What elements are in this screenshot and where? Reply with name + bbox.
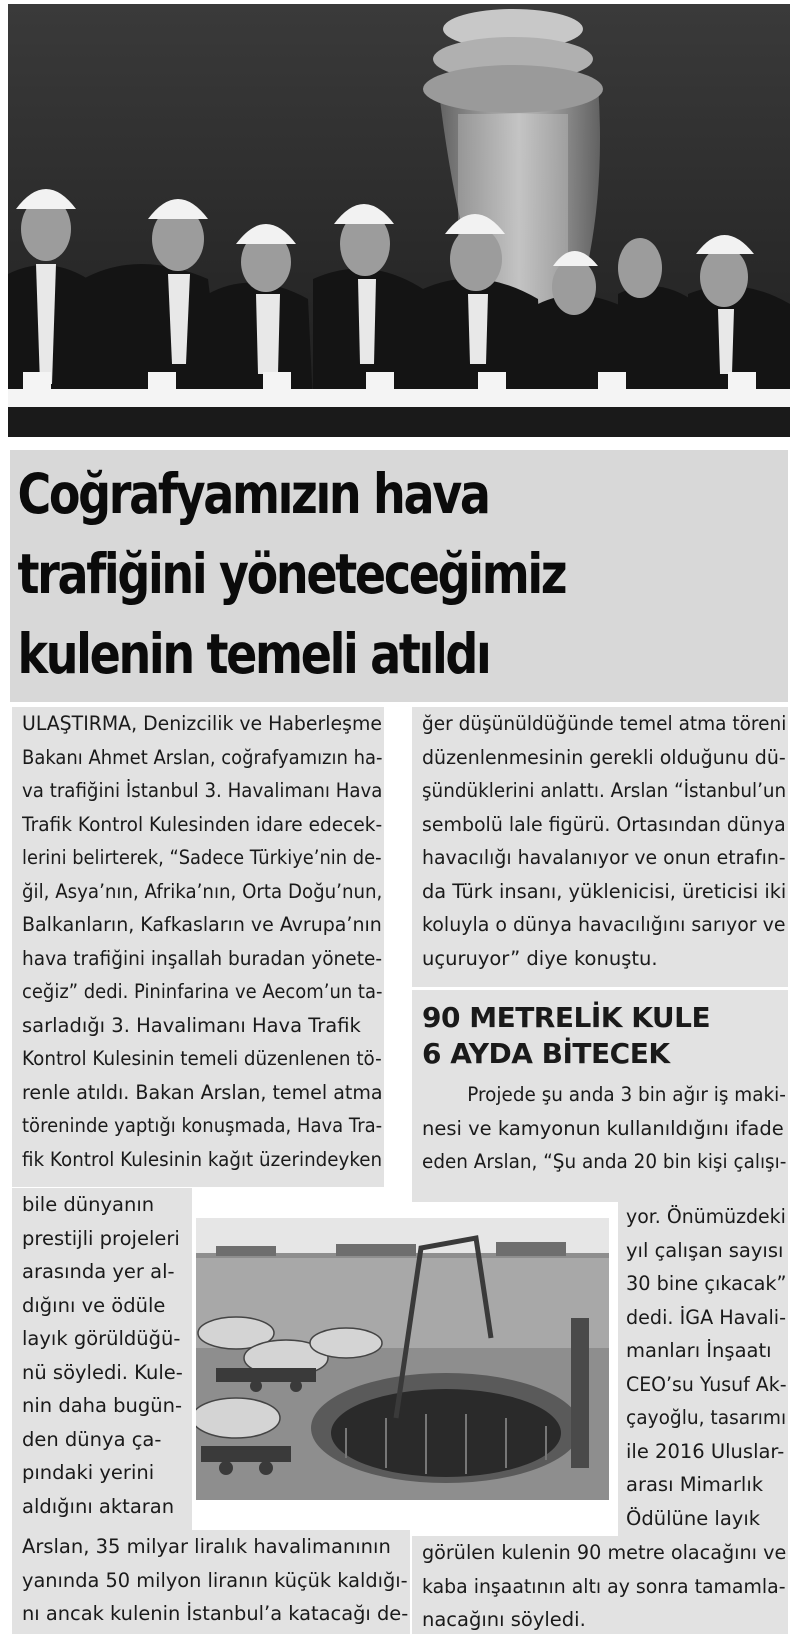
construction-site-photo	[193, 1215, 612, 1503]
body-right-line: nesi ve kamyonun kullanıldığını ifade	[422, 1116, 784, 1140]
body-right-narrow-line: CEO’su Yusuf Ak-	[626, 1372, 787, 1396]
body-left-narrow-text	[12, 1188, 192, 1523]
body-left-line: hava trafiğini inşallah buradan yönete-	[22, 946, 383, 970]
body-left-bottom-line: yanında 50 milyon liranın küçük kaldığı-	[22, 1568, 408, 1592]
body-right-narrow-line: manları İnşaatı	[626, 1339, 772, 1362]
body-right-line: Projede şu anda 3 bin ağır iş maki-	[467, 1083, 786, 1106]
body-left-narrow-line: nü söyledi. Kule-	[22, 1360, 183, 1384]
body-right-text	[412, 707, 788, 975]
headline-line-2: trafiğini yöneteceğimiz	[17, 542, 566, 606]
body-left-line: renle atıldı. Bakan Arslan, temel atma	[22, 1080, 383, 1104]
body-right-narrow-line: yor. Önümüzdeki	[626, 1205, 786, 1228]
body-left-line: Bakanı Ahmet Arslan, coğrafyamızın ha-	[22, 745, 383, 769]
body-right-narrow-line: dedi. İGA Havali-	[626, 1305, 787, 1329]
body-left-narrow-line: bile dünyanın	[22, 1193, 155, 1216]
body-left-line: ceğiz” dedi. Pininfarina ve Aecom’un ta-	[22, 980, 383, 1003]
body-right-line: eden Arslan, “Şu anda 20 bin kişi çalışı-	[422, 1150, 786, 1173]
body-left-bottom	[12, 1530, 410, 1634]
body-right-narrow-column	[618, 1200, 788, 1540]
body-left-line: töreninde yaptığı konuşmada, Hava Tra-	[22, 1114, 382, 1137]
body-right-narrow-text	[618, 1200, 788, 1535]
body-left-narrow-line: layık görüldüğü-	[22, 1327, 181, 1350]
body-right-column	[412, 707, 788, 987]
body-right-line: ğer düşünüldüğünde temel atma töreni	[422, 712, 787, 735]
body-left-line: lerini belirterek, “Sadece Türkiye’nin de-	[22, 846, 382, 869]
body-right-bottom-text	[412, 1536, 788, 1637]
body-left-narrow-line: aldığını aktaran	[22, 1494, 175, 1518]
body-right-bottom-line: nacağını söyledi.	[422, 1608, 586, 1631]
body-left-bottom-text	[12, 1530, 410, 1631]
body-left-line: sarladığı 3. Havalimanı Hava Trafik	[22, 1013, 361, 1037]
body-left-narrow-line: pındaki yerini	[22, 1461, 155, 1484]
body-left-line: ULAŞTIRMA, Denizcilik ve Haberleşme	[22, 712, 382, 735]
body-right-line: düzenlenmesinin gerekli olduğunu dü-	[422, 745, 786, 769]
body-left-narrow-line: nin daha bugün-	[22, 1394, 183, 1417]
body-right-narrow-line: yıl çalışan sayısı	[626, 1238, 784, 1262]
body-right-narrow-line: Ödülüne layık	[626, 1506, 761, 1530]
subheading-line-1: 90 METRELİK KULE	[422, 1001, 711, 1034]
body-left-line: va trafiğini İstanbul 3. Havalimanı Hava	[22, 779, 383, 802]
construction-site-drawing	[196, 1218, 609, 1500]
body-right-line: uçuruyor” diye konuştu.	[422, 946, 658, 970]
body-left-bottom-line: nı ancak kulenin İstanbul’a katacağı de-	[22, 1602, 409, 1625]
body-right-line: havacılığı havalanıyor ve onun etrafın-	[422, 846, 786, 869]
body-right-line: şündüklerini anlattı. Arslan “İstanbul’un	[422, 779, 787, 802]
ceremony-photo-drawing	[8, 4, 790, 437]
headline	[10, 450, 734, 694]
body-right-line: koluyla o dünya havacılığını sarıyor ve	[422, 913, 786, 936]
body-left-line: ğil, Asya’nın, Afrika’nın, Orta Doğu’nun,	[22, 879, 383, 903]
body-right-narrow-line: arası Mimarlık	[626, 1473, 764, 1496]
body-right-column-2	[412, 990, 788, 1202]
body-right-narrow-line: çayoğlu, tasarımı	[626, 1406, 786, 1429]
subheading	[412, 990, 788, 1078]
body-left-narrow-line: den dünya ça-	[22, 1427, 162, 1451]
body-left-line: fik Kontrol Kulesinin kağıt üzerindeyken	[22, 1147, 383, 1171]
body-left-line: Balkanların, Kafkasların ve Avrupa’nın	[22, 913, 382, 936]
body-left-narrow-line: arasında yer al-	[22, 1260, 175, 1283]
body-left-narrow-column	[12, 1188, 192, 1530]
ceremony-photo	[8, 4, 790, 437]
body-right-line: da Türk insanı, yüklenicisi, üreticisi iki	[422, 879, 787, 903]
headline-line-1: Coğrafyamızın hava	[17, 462, 489, 526]
body-right-bottom-line: görülen kulenin 90 metre olacağını ve	[422, 1541, 787, 1564]
body-right-bottom-line: kaba inşaatının altı ay sonra tamamla-	[422, 1574, 786, 1598]
subheading-line-2: 6 AYDA BİTECEK	[422, 1037, 670, 1070]
body-left-text	[12, 707, 384, 1176]
body-left-narrow-line: dığını ve ödüle	[22, 1293, 166, 1317]
body-right-line: sembolü lale figürü. Ortasından dünya	[422, 812, 786, 836]
body-right-bottom	[412, 1536, 788, 1634]
headline-box	[10, 450, 788, 702]
body-left-line: Kontrol Kulesinin temeli düzenlenen tö-	[22, 1047, 382, 1070]
body-left-narrow-line: prestijli projeleri	[22, 1226, 180, 1250]
body-right-text-2	[412, 1078, 788, 1179]
body-left-bottom-line: Arslan, 35 milyar liralık havalimanının	[22, 1535, 391, 1558]
body-right-narrow-line: ile 2016 Uluslar-	[626, 1439, 785, 1463]
body-right-narrow-line: 30 bine çıkacak”	[626, 1272, 787, 1295]
body-left-column	[12, 707, 384, 1187]
headline-line-3: kulenin temeli atıldı	[17, 622, 490, 686]
body-left-line: Trafik Kontrol Kulesinden idare edecek-	[22, 812, 383, 836]
